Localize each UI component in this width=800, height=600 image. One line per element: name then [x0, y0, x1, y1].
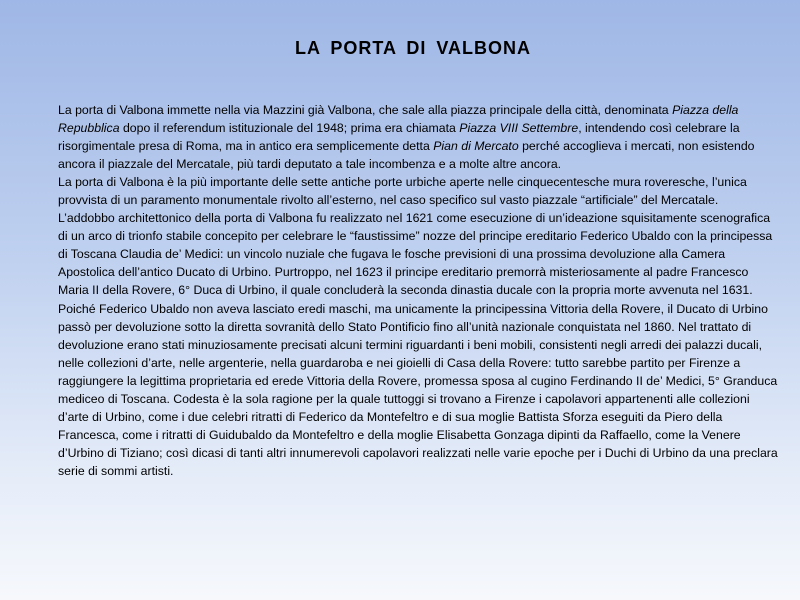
paragraph-1-italic-3: Pian di Mercato: [433, 139, 519, 154]
slide-title: LA PORTA DI VALBONA: [295, 38, 531, 58]
paragraph-1-text-2: dopo il referendum istituzionale del 1948; prima era chiamata: [119, 121, 460, 136]
slide-body: [58, 101, 778, 480]
paragraph-1-italic-1: Piazza della Repubblica: [58, 103, 739, 136]
paragraph-2-text-1: La porta di Valbona è la più importante delle sette antiche porte urbiche aperte nelle cinquecentesche mura roveresche, l’unica provvista di un paramento monumentale rivolto all’esterno, nel caso specifico sul vasto piazzale “artificiale” del Mercatale. L’addobbo architettonico della porta di Valbona fu realizzato nel 1621 come esecuzione di un’ideazione squisitamente scenografica di un arco di trionfo stabile concepito per celebrare le “faustissime” nozze del principe ereditario Federico Ubaldo con la principessa di Toscana Claudia de’ Medici: un vincolo nuziale che fugava le fosche previsioni di una prossima devoluzione alla Camera Apostolica dell’antico Ducato di Urbino. Purtroppo, nel 1623 il principe ereditario premorrà misteriosamente al padre Francesco Maria II della Rovere, 6° Duca di Urbino, il quale concluderà la seconda dinastia ducale con la propria morte avvenuta nel 1631. Poiché Federico Ubaldo non aveva lasciato eredi maschi, ma unicamente la principessina Vittoria della Rovere, il Ducato di Urbino passò per devoluzione sotto la diretta sovranità dello Stato Pontificio fino all’unità nazionale conquistata nel 1860. Nel trattato di devoluzione erano stati minuziosamente precisati alcuni termini riguardanti i beni mobili, consistenti negli arredi dei palazzi ducali, nelle collezioni d’arte, nelle argenterie, nella guardaroba e nei gioielli di Casa della Rovere: tutto sarebbe partito per Firenze a raggiungere la legittima proprietaria ed erede Vittoria della Rovere, promessa sposa al cugino Ferdinando II de’ Medici, 5° Granduca mediceo di Toscana. Codesta è la sola ragione per la quale tuttoggi si trovano a Firenze i capolavori appartenenti alle collezioni d’arte di Urbino, come i due celebri ritratti di Federico da Montefeltro e di sua moglie Battista Sforza eseguiti da Piero della Francesca, come i ritratti di Guidubaldo da Montefeltro e della moglie Elisabetta Gonzaga dipinti da Raffaello, come la Venere d’Urbino di Tiziano; così dicasi di tanti altri innumerevoli capolavori realizzati nelle varie epoche per i Duchi di Urbino da una preclara serie di sommi artisti.: [58, 175, 778, 478]
paragraph-2: [58, 173, 778, 480]
paragraph-1-text-4: perché accoglieva i mercati, non esistendo ancora il piazzale del Mercatale, più tardi deputato a tale incombenza e a molte altre ancora.: [58, 139, 755, 172]
paragraph-1-italic-2: Piazza VIII Settembre: [459, 121, 579, 136]
paragraph-1: [58, 101, 778, 173]
paragraph-1-text-1: La porta di Valbona immette nella via Mazzini già Valbona, che sale alla piazza principale della città, denominata: [58, 103, 673, 117]
paragraph-1-text-3: , intendendo così celebrare la risorgimentale presa di Roma, ma in antico era semplicemente detta: [58, 121, 740, 154]
